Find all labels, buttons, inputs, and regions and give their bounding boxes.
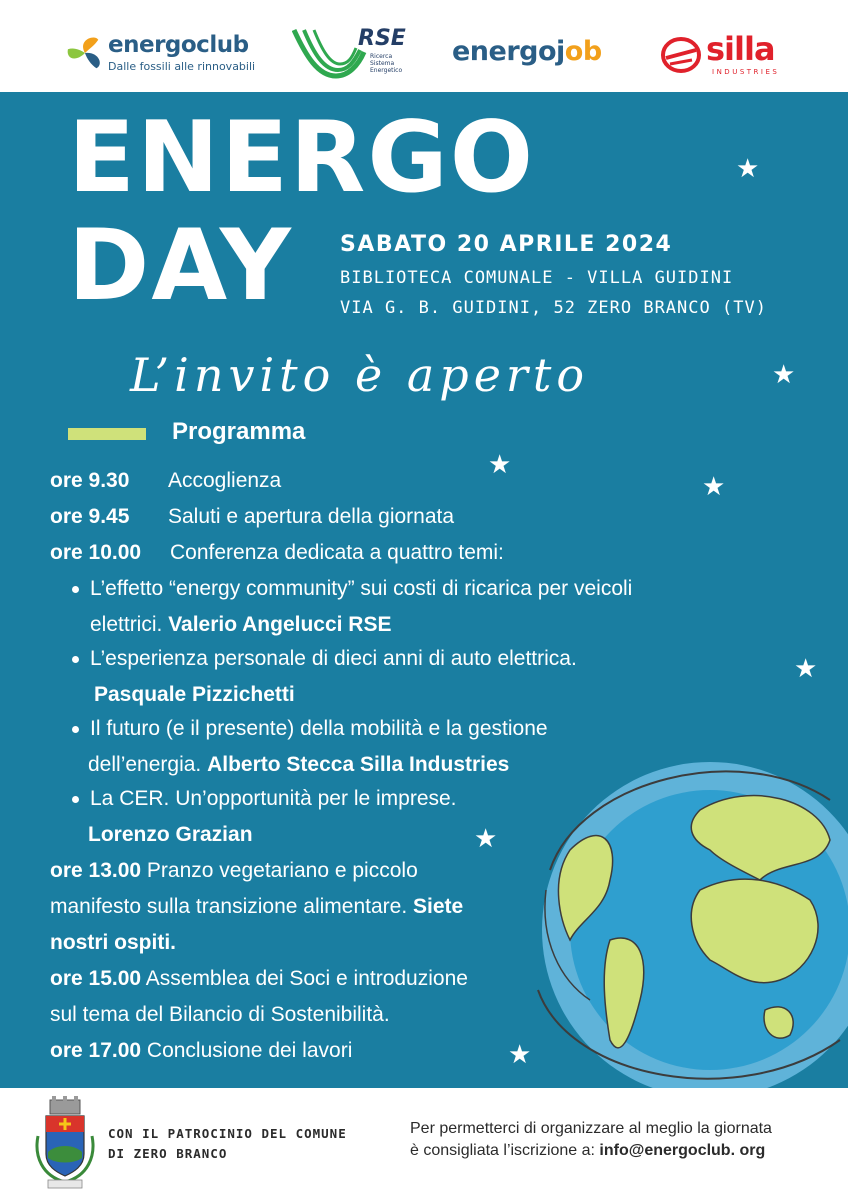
- registration-email: info@energoclub. org: [599, 1142, 766, 1159]
- talk-title-cont: elettrici.: [90, 613, 169, 636]
- program-item: [50, 504, 455, 530]
- talk-title: L’effetto “energy community” sui costi di ricarica per veicoli: [90, 577, 633, 600]
- bullet-icon: [72, 586, 79, 593]
- star-icon: ★: [794, 654, 818, 684]
- sponsor-logos-bar: [0, 0, 848, 92]
- star-icon: ★: [508, 1040, 532, 1070]
- energojob-logo: [452, 36, 622, 76]
- rse-logo: [292, 26, 422, 86]
- patronage-line: CON IL PATROCINIO DEL COMUNE: [108, 1126, 347, 1141]
- talk-speaker: Lorenzo Grazian: [88, 823, 253, 846]
- program-item-time: ore 10.00: [50, 541, 142, 564]
- star-icon: ★: [474, 824, 498, 854]
- invite-tagline: L’invito è aperto: [130, 348, 590, 402]
- program-item-time: ore 13.00: [50, 859, 142, 882]
- energojob-name-accent: ob: [564, 36, 602, 67]
- energojob-name: [452, 36, 602, 67]
- program-item-text: Saluti e apertura della giornata: [168, 505, 455, 528]
- energoclub-logo: [66, 30, 266, 80]
- bullet-icon: [72, 656, 79, 663]
- star-icon: ★: [702, 472, 726, 502]
- program-item-highlight: Siete: [413, 895, 464, 918]
- silla-ring-icon: [660, 36, 702, 74]
- silla-subtitle: INDUSTRIES: [712, 68, 780, 76]
- bullet-icon: [72, 726, 79, 733]
- program-heading: Programma: [172, 418, 306, 445]
- energoclub-tagline: Dalle fossili alle rinnovabili: [108, 60, 256, 73]
- registration-note-line: [410, 1140, 772, 1162]
- talk-title: Il futuro (e il presente) della mobilità e la gestione: [90, 717, 548, 740]
- talk-title: L’esperienza personale di dieci anni di auto elettrica.: [90, 647, 577, 670]
- program-item-time: ore 9.45: [50, 505, 130, 528]
- program-item-closing: [50, 1038, 352, 1064]
- program-item-time: ore 9.30: [50, 469, 130, 492]
- program-item: [50, 540, 504, 566]
- star-icon: ★: [488, 450, 512, 480]
- bullet-icon: [72, 796, 79, 803]
- rse-subtitle-line: Energetico: [370, 67, 403, 74]
- rse-subtitle: [370, 53, 420, 74]
- program-item-text: Assemblea dei Soci e introduzione: [141, 967, 468, 990]
- rse-subtitle-line: Ricerca: [370, 53, 393, 60]
- talk-speaker-line: [88, 752, 509, 778]
- program-item-text: manifesto sulla transizione alimentare.: [50, 895, 414, 918]
- rse-name: RSE: [358, 26, 406, 51]
- municipal-crest: [34, 1096, 96, 1190]
- star-icon: ★: [736, 154, 760, 184]
- program-accent-bar: [68, 428, 146, 440]
- energoclub-leaf-icon: [66, 34, 104, 72]
- event-date: SABATO 20 APRILE 2024: [340, 232, 673, 257]
- program-item-time: ore 17.00: [50, 1039, 142, 1062]
- talk-title: La CER. Un’opportunità per le imprese.: [90, 787, 457, 810]
- event-address: VIA G. B. GUIDINI, 52 ZERO BRANCO (TV): [340, 298, 767, 318]
- program-item-text: Conferenza dedicata a quattro temi:: [170, 541, 504, 564]
- patronage-line: DI ZERO BRANCO: [108, 1146, 228, 1161]
- energoclub-name: energoclub: [108, 32, 249, 58]
- silla-logo: [660, 30, 810, 82]
- footer: [0, 1088, 848, 1200]
- talk-speaker: Valerio Angelucci RSE: [168, 613, 392, 636]
- event-venue: BIBLIOTECA COMUNALE - VILLA GUIDINI: [340, 268, 734, 288]
- patronage-text: [108, 1124, 347, 1164]
- program-item: [50, 468, 282, 494]
- program-item-text: Conclusione dei lavori: [141, 1039, 353, 1062]
- program-item-assembly: [50, 966, 468, 992]
- program-item-text: Accoglienza: [168, 469, 282, 492]
- event-title-line-2: DAY: [68, 209, 293, 323]
- registration-note-line: Per permetterci di organizzare al meglio la giornata: [410, 1120, 772, 1137]
- event-title-line-1: ENERGO: [68, 101, 536, 215]
- registration-note-text: è consigliata l’iscrizione a:: [410, 1142, 600, 1159]
- program-item-text: sul tema del Bilancio di Sostenibilità.: [50, 1003, 390, 1026]
- talk-speaker: Alberto Stecca Silla Industries: [207, 753, 510, 776]
- energojob-name-prefix: energoj: [452, 36, 565, 67]
- star-icon: ★: [772, 360, 796, 390]
- program-item-time: ore 15.00: [50, 967, 142, 990]
- talk-speaker: Pasquale Pizzichetti: [94, 683, 295, 706]
- talk-speaker-line: [90, 612, 392, 638]
- silla-name: silla: [706, 30, 775, 68]
- program-item-highlight: nostri ospiti.: [50, 931, 176, 954]
- program-item-lunch-cont: [50, 894, 463, 920]
- registration-note: [410, 1118, 772, 1162]
- program-item-text: Pranzo vegetariano e piccolo: [141, 859, 418, 882]
- talk-title-cont: dell’energia.: [88, 753, 208, 776]
- program-item-lunch: [50, 858, 418, 884]
- globe-illustration: [510, 740, 848, 1090]
- rse-subtitle-line: Sistema: [370, 60, 395, 67]
